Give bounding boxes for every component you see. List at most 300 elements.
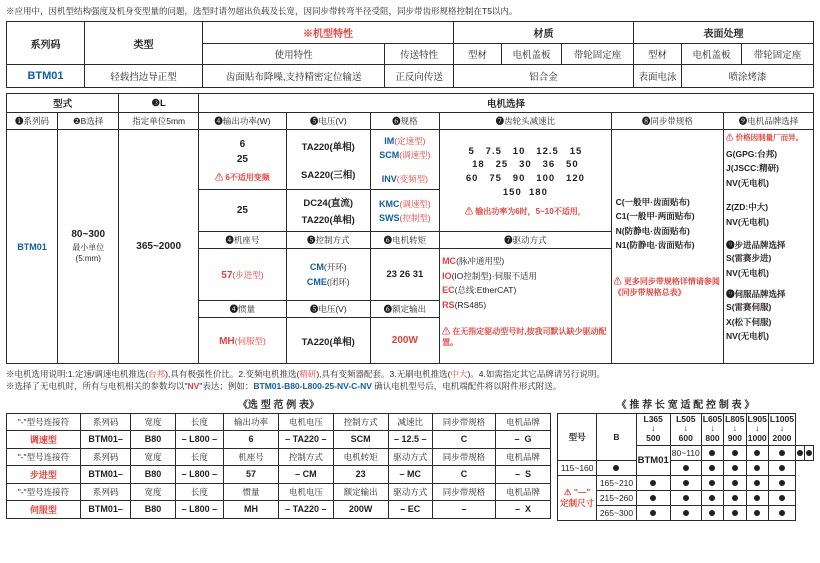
rec-mark-3-4 — [746, 490, 768, 505]
belt-c: C(一般甲·齿面贴布) — [615, 196, 690, 207]
dot-icon — [683, 495, 689, 501]
rec-mark-4-3 — [724, 505, 746, 520]
drive-note: ⚠ 在无指定驱动型号时,按我司默认缺少驱动配置。 — [442, 327, 607, 348]
brand-z: Z(ZD:中大) — [726, 202, 769, 213]
spec-sws-code: SWS — [378, 212, 400, 223]
rec-mark-1-0 — [597, 460, 636, 475]
dot-icon — [732, 510, 738, 516]
brand-note: ⚠ 价格因制量厂而异。 — [726, 133, 804, 143]
ratio-note: ⚠ 输出功率为6时，5~10不适用， — [465, 206, 586, 216]
bottom-tables — [6, 396, 814, 521]
th-group-length — [119, 94, 199, 113]
ex-c7-1: – 12.5 – — [388, 430, 432, 448]
seat-value: 57 — [221, 269, 233, 281]
th3-length: 长度 — [175, 483, 223, 500]
th2-belt: 同步带规格 — [432, 448, 495, 465]
spec-kmc-code: KMC — [379, 198, 400, 209]
rec-mark-0-0 — [701, 445, 723, 460]
rec-mark-3-3 — [724, 490, 746, 505]
table-row — [7, 465, 551, 483]
table-row — [7, 430, 551, 448]
brand-servo-s: S(雷赛伺服) — [726, 302, 772, 313]
ex-c7-2: – MC — [388, 465, 432, 483]
drive-rs-code: RS — [442, 299, 455, 310]
th-drive: ❼驱动方式 — [440, 232, 612, 249]
drive-rs-note: (RS485) — [454, 299, 487, 310]
cell-power-2 — [199, 190, 287, 232]
dot-icon — [797, 450, 803, 456]
spec-scm-code: SCM — [379, 149, 400, 160]
brand-nv-2: NV(无电机) — [726, 216, 770, 227]
brand-step-title: ❾步进品牌选择 — [726, 240, 786, 251]
inertia-value: MH — [219, 335, 235, 347]
brand-servo-title: ❾伺服品牌选择 — [726, 289, 786, 300]
th-surface: 表面处理 — [634, 22, 814, 44]
th-profile-2: 型材 — [634, 44, 682, 65]
rec-mark-3-5 — [768, 490, 795, 505]
ex-c3-3: – L800 – — [175, 500, 223, 518]
th-inertia: ❹惯量 — [199, 301, 287, 318]
ex-c9-3: – X — [496, 500, 551, 518]
ex-row-label-2: 步进型 — [7, 465, 81, 483]
voltage-dc24: DC24(直流) — [303, 198, 354, 210]
th2-brand: 电机品牌 — [496, 448, 551, 465]
drive-mc-note: (脉冲通用型) — [456, 256, 505, 267]
th2-control: 控制方式 — [278, 448, 333, 465]
th-ex-belt: 同步带规格 — [432, 413, 495, 430]
cell-series-code: BTM01 — [7, 65, 85, 88]
th-spec: ❻规格 — [370, 113, 439, 130]
belt-n: N(防静电·齿面贴布) — [615, 225, 690, 236]
rec-mark-1-4 — [746, 460, 768, 475]
table-row — [7, 113, 814, 130]
th-machine-char — [203, 22, 454, 44]
spec-inv-note: (变频型) — [396, 173, 428, 184]
rec-mark-3-1 — [670, 490, 701, 505]
dot-icon — [613, 465, 619, 471]
spec-im — [373, 135, 437, 147]
dot-icon — [754, 450, 760, 456]
note-brand-2: 精研 — [299, 369, 317, 380]
th-l-1005 — [768, 413, 795, 445]
cell-voltage — [286, 130, 370, 190]
brand-servo-x: X(松下伺服) — [726, 316, 772, 327]
drive-io-note: (IO控制型)·伺服不适用 — [451, 270, 538, 281]
note-example-code: BTM01-B80-L800-25-NV-C-NV — [253, 381, 372, 392]
dot-icon — [683, 465, 689, 471]
ex-c3-1: – L800 – — [175, 430, 223, 448]
cell-voltage-2 — [286, 190, 370, 232]
ex-c2-3: B80 — [131, 500, 175, 518]
cell-b-option — [58, 130, 119, 364]
note-nv: NV — [187, 381, 200, 392]
dot-icon — [732, 465, 738, 471]
power-note: ⚠ 6不适用变频 — [215, 172, 270, 182]
rec-mark-1-1 — [670, 460, 701, 475]
control-cme-code: CME — [306, 277, 327, 288]
th-ex-power: 输出功率 — [224, 413, 279, 430]
table-row — [7, 448, 551, 465]
th-l-905 — [746, 413, 768, 445]
spec-scm-note: (调速型) — [399, 149, 431, 160]
th-use-char: 使用特性 — [203, 44, 385, 65]
custom-size-note: ⚠ "—" 定制尺寸 — [558, 475, 597, 520]
dot-icon — [709, 510, 715, 516]
th-ex-series: 系列码 — [80, 413, 131, 430]
drive-io — [442, 269, 609, 284]
rec-mark-2-3 — [724, 475, 746, 490]
spec-sws-note: (控制型) — [399, 212, 431, 223]
th2-drive: 驱动方式 — [388, 448, 432, 465]
dot-icon — [779, 495, 785, 501]
th2-length: 长度 — [175, 448, 223, 465]
brand-nv: NV(无电机) — [726, 177, 770, 188]
th3-brand: 电机品牌 — [496, 483, 551, 500]
dot-icon — [709, 480, 715, 486]
drive-options — [442, 254, 609, 312]
th3-rated: 额定输出 — [333, 483, 388, 500]
rec-mark-4-5 — [768, 505, 795, 520]
seat-note: (步进型) — [232, 269, 264, 280]
belt-c1: C1(一般甲·两面贴布) — [615, 211, 695, 222]
th-voltage: ❺电压(V) — [286, 113, 370, 130]
belt-options — [614, 195, 721, 253]
ex-c8-2: C — [432, 465, 495, 483]
th-seat: ❹机座号 — [199, 232, 287, 249]
rec-mark-0-3 — [768, 445, 795, 460]
dot-icon — [683, 480, 689, 486]
th-b-option: ❷B选择 — [58, 113, 119, 130]
table-row — [7, 500, 551, 518]
power-values: 6 25 — [236, 138, 248, 165]
brand-step-list — [726, 251, 811, 280]
cell-voltage-3: TA220(单相) — [286, 318, 370, 364]
ex-row-label-3: 伺服型 — [7, 500, 81, 518]
ex-c1-3: BTM01– — [80, 500, 131, 518]
drive-mc — [442, 254, 609, 269]
control-cme-note: (闭环) — [326, 277, 350, 288]
cell-belt-spec — [611, 130, 723, 364]
ex-c1-1: BTM01– — [80, 430, 131, 448]
cell-ratio — [440, 130, 612, 232]
th3-belt: 同步带规格 — [432, 483, 495, 500]
drive-ec — [442, 283, 609, 298]
ex-c5-2: – CM — [278, 465, 333, 483]
drive-ec-code: EC — [442, 285, 455, 296]
th3-width: 宽度 — [131, 483, 175, 500]
dot-icon — [732, 450, 738, 456]
th3-connector: "-"型号连接符 — [7, 483, 81, 500]
th-rated: ❻额定输出 — [370, 301, 439, 318]
cell-power — [199, 130, 287, 190]
power-value-2: 25 — [236, 205, 248, 217]
l1005-top: L1005 — [769, 413, 794, 424]
th-ex-ratio: 减速比 — [388, 413, 432, 430]
th-brand: ❾电机品牌选择 — [724, 113, 814, 130]
th-torque: ❻电机转矩 — [370, 232, 439, 249]
l905-bot: 1000 — [747, 433, 767, 444]
rec-mark-1-2 — [701, 460, 723, 475]
th2-width: 宽度 — [131, 448, 175, 465]
bottom-notes — [6, 368, 814, 393]
top-note: ※应用中，因机型结构强度及机身变型量的问题，选型时请勿超出负载及长宽，因同步带转弯半径受阻，同步带齿形规格控制在T5以内。 — [6, 6, 518, 16]
voltage-ta220: TA220(单相) — [301, 141, 355, 153]
note-1: ※电机选用说明:1.定速/调速电机推选(台邦),具有极强性价比。2.变频电机推选(精研),具有变频器配套。3.无刷电机推选(中大)。4.如需指定其它品牌请另行说明。 — [6, 369, 605, 380]
spec-im-code: IM — [384, 135, 395, 146]
th-ex-length: 长度 — [175, 413, 223, 430]
dot-icon — [683, 510, 689, 516]
table-row — [558, 413, 814, 445]
note-brand-3: 中大 — [450, 369, 468, 380]
th-series: 系列码 — [7, 22, 85, 65]
l605-bot: 800 — [705, 433, 720, 444]
table-row — [7, 65, 814, 88]
table-row — [7, 483, 551, 500]
l1005-mid: ↓ — [779, 423, 785, 434]
cell-material: 铝合金 — [454, 65, 634, 88]
note-2: ※选择了无电机时，所有与电机相关的参数均以"NV"表达；例如：BTM01-B80-L800-25-NV-C-NV 确认电机型号后，电机端配件将以附件形式附送。 — [6, 381, 562, 392]
dot-icon — [650, 495, 656, 501]
recommend-model: BTM01 — [636, 445, 670, 475]
cell-series-btm01: BTM01 — [7, 130, 58, 364]
th3-voltage: 电机电压 — [278, 483, 333, 500]
rec-mark-4-1 — [670, 505, 701, 520]
dot-icon — [779, 510, 785, 516]
recommend-block — [557, 396, 814, 521]
cell-seat — [199, 249, 287, 301]
spec-im-note: (定速型) — [394, 135, 426, 146]
th-transfer-char: 传送特性 — [385, 44, 454, 65]
rec-mark-3-2 — [701, 490, 723, 505]
cell-transfer-char: 正反向传送 — [385, 65, 454, 88]
example-block — [6, 396, 551, 521]
cell-type: 轻载挡边导正型 — [85, 65, 203, 88]
dot-icon — [779, 480, 785, 486]
rec-mark-0-5 — [805, 445, 814, 460]
table-row — [558, 460, 814, 475]
rec-mark-2-2 — [701, 475, 723, 490]
brand-g: G(GPG:台邦) — [726, 149, 778, 160]
spec-inv — [373, 173, 437, 185]
th-ex-voltage: 电机电压 — [278, 413, 333, 430]
rec-mark-4-0 — [636, 505, 670, 520]
ex-c6-1: SCM — [333, 430, 388, 448]
ex-c4-2: 57 — [224, 465, 279, 483]
b-range: 80~300 — [71, 229, 106, 241]
l805-bot: 900 — [727, 433, 742, 444]
th2-series: 系列码 — [80, 448, 131, 465]
th-belt-spec: ❽同步带规格 — [611, 113, 723, 130]
dot-icon — [709, 450, 715, 456]
dot-icon — [754, 495, 760, 501]
drive-mc-code: MC — [442, 256, 457, 267]
cell-inertia — [199, 318, 287, 364]
selection-table — [6, 93, 814, 364]
ex-c7-3: – EC — [388, 500, 432, 518]
example-table — [6, 413, 551, 519]
l905-top: L905 — [747, 413, 767, 424]
rec-mark-3-0 — [636, 490, 670, 505]
brand-motor-list-2 — [726, 200, 811, 229]
drive-ec-note: (总线:EtherCAT) — [454, 285, 517, 296]
th2-seat: 机座号 — [224, 448, 279, 465]
ex-c9-2: – S — [496, 465, 551, 483]
b-note: 最小单位 (5:mm) — [72, 243, 105, 263]
overview-table — [6, 21, 814, 88]
cell-length-range: 365~2000 — [119, 130, 199, 364]
l605-top: L605 — [702, 413, 723, 424]
cell-use-char: 齿面贴布降噪,支持精密定位输送 — [203, 65, 385, 88]
dot-icon — [732, 480, 738, 486]
th3-drive: 驱动方式 — [388, 483, 432, 500]
voltage-sa220: SA220(三相) — [301, 169, 356, 181]
th-l-805 — [724, 413, 746, 445]
cell-surface-profile: 表面电泳 — [634, 65, 682, 88]
l365-top: L365 — [643, 413, 663, 424]
ex-c8-1: C — [432, 430, 495, 448]
rec-mark-4-2 — [701, 505, 723, 520]
th-control: ❺控制方式 — [286, 232, 370, 249]
cell-torque: 23 26 31 — [370, 249, 439, 301]
drive-io-code: IO — [442, 270, 452, 281]
th-power: ❹输出功率(W) — [199, 113, 287, 130]
th-ex-brand: 电机品牌 — [496, 413, 551, 430]
dot-icon — [754, 465, 760, 471]
brand-motor-list — [726, 147, 811, 190]
brand-j: J(JSCC:精研) — [726, 163, 779, 174]
rec-b-1: 115~160 — [558, 460, 597, 475]
rec-b-4: 265~300 — [597, 505, 636, 520]
table-row — [7, 22, 814, 44]
th-connector: "-"型号连接符 — [7, 413, 81, 430]
rec-mark-1-3 — [724, 460, 746, 475]
ratio-values: 5 7.5 10 12.5 15 18 25 30 36 50 60 75 90 100 120 150 180 — [465, 145, 585, 198]
l805-top: L805 — [725, 413, 745, 424]
control-cm-code: CM — [309, 262, 324, 273]
l905-mid: ↓ — [755, 423, 760, 434]
rec-mark-2-1 — [670, 475, 701, 490]
note-brand-1: 台邦 — [148, 369, 166, 380]
dot-icon — [709, 465, 715, 471]
brand-s: S(雷赛步进) — [726, 253, 772, 264]
dot-icon — [754, 480, 760, 486]
voltage-ta220-2: TA220(单相) — [301, 215, 355, 227]
th-belt-holder-2: 带轮固定座 — [742, 44, 814, 65]
spec-scm — [373, 149, 437, 161]
rec-mark-1-5 — [768, 460, 795, 475]
ex-c4-1: 6 — [224, 430, 279, 448]
rec-mark-4-4 — [746, 505, 768, 520]
th3-series: 系列码 — [80, 483, 131, 500]
th-type: 类型 — [85, 22, 203, 65]
drive-rs — [442, 298, 609, 313]
table-row — [558, 505, 814, 520]
dot-icon — [650, 480, 656, 486]
th-voltage-2: ❺电压(V) — [286, 301, 370, 318]
rec-b-3: 215~260 — [597, 490, 636, 505]
inertia-note: (伺服型) — [234, 335, 266, 346]
example-title: 《选 型 范 例 表》 — [237, 399, 320, 411]
th-l-605 — [701, 413, 723, 445]
table-row — [7, 94, 814, 113]
th-l-365 — [636, 413, 670, 445]
dot-icon — [650, 510, 656, 516]
table-row — [558, 475, 814, 490]
th-ratio: ❼齿轮头减速比 — [440, 113, 612, 130]
th-group-motor: 电机选择 — [199, 94, 814, 113]
recommend-table — [557, 413, 814, 521]
cell-brand — [724, 130, 814, 364]
spec-sws — [373, 212, 437, 224]
th-series-code: ❶系列码 — [7, 113, 58, 130]
th-motor-cover-2: 电机盖板 — [682, 44, 742, 65]
l365-bot: 500 — [646, 433, 661, 444]
th-b: B — [597, 413, 636, 460]
l365-mid: ↓ — [651, 423, 656, 434]
dot-icon — [779, 465, 785, 471]
dot-icon — [732, 495, 738, 501]
th-group-type: 型式 — [7, 94, 119, 113]
rec-mark-2-0 — [636, 475, 670, 490]
th-motor-cover: 电机盖板 — [502, 44, 562, 65]
th-belt-holder: 带轮固定座 — [562, 44, 634, 65]
ex-c1-2: BTM01– — [80, 465, 131, 483]
ex-c2-1: B80 — [131, 430, 175, 448]
l505-top: L505 — [676, 413, 696, 424]
recommend-title: 《 推 荐 长 宽 适 配 控 制 表 》 — [616, 399, 755, 411]
dot-icon — [806, 450, 812, 456]
ex-row-label-1: 调速型 — [7, 430, 81, 448]
control-cm-note: (开环) — [323, 262, 347, 273]
ex-c5-1: – TA220 – — [278, 430, 333, 448]
dot-icon — [709, 495, 715, 501]
th-model: 型号 — [558, 413, 597, 460]
th-material: 材质 — [454, 22, 634, 44]
l605-mid: ↓ — [710, 423, 715, 434]
l505-bot: 600 — [678, 433, 693, 444]
cell-rated: 200W — [370, 318, 439, 364]
brand-servo-list — [726, 300, 811, 343]
rec-b-0: 80~110 — [670, 445, 701, 460]
group-length-text: ❸L — [151, 97, 166, 109]
table-row — [7, 130, 814, 190]
th-length-unit: 指定单位5mm — [119, 113, 199, 130]
control-cm — [289, 261, 368, 273]
rec-mark-0-2 — [746, 445, 768, 460]
th-l-505 — [670, 413, 701, 445]
cell-control — [286, 249, 370, 301]
ex-c8-3: – — [432, 500, 495, 518]
th3-inertia: 惯量 — [224, 483, 279, 500]
ex-c9-1: – G — [496, 430, 551, 448]
l505-mid: ↓ — [683, 423, 688, 434]
table-row — [558, 490, 814, 505]
ex-c5-3: – TA220 – — [278, 500, 333, 518]
rec-b-2: 165~210 — [597, 475, 636, 490]
belt-note: ⚠ 更多同步带规格详情请参阅《同步带规格总表》 — [613, 277, 720, 298]
ex-c4-3: MH — [224, 500, 279, 518]
th-machine-char-text: ※机型特性 — [303, 29, 353, 41]
th-ex-control: 控制方式 — [333, 413, 388, 430]
th-ex-width: 宽度 — [131, 413, 175, 430]
spec-inv-code: INV — [381, 173, 397, 184]
ex-c6-3: 200W — [333, 500, 388, 518]
dot-icon — [754, 510, 760, 516]
spec-kmc-note: (调速型) — [399, 198, 431, 209]
ex-c6-2: 23 — [333, 465, 388, 483]
ex-c3-2: – L800 – — [175, 465, 223, 483]
th-profile: 型材 — [454, 44, 502, 65]
